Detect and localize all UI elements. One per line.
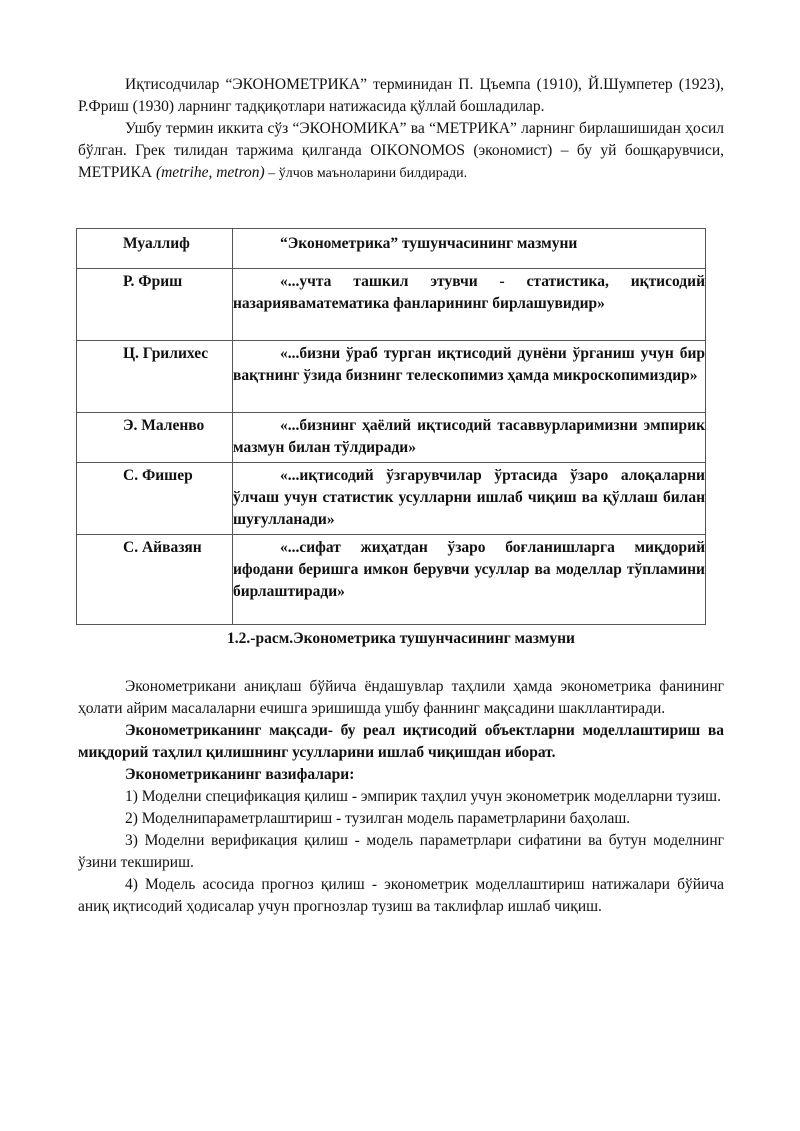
table-row (77, 413, 706, 463)
row-definition-text: «...бизнинг ҳаёлий иқтисодий тасаввурларимизни эмпирик мазмун билан тўлдиради» (233, 417, 705, 456)
row-definition (233, 341, 706, 413)
list-item: 3) Моделни верификация қилиш - модель параметрлари сифатини ва бутун моделнинг ўзини текшириш. (78, 832, 724, 871)
row-definition (233, 269, 706, 341)
row-author: С. Фишер (77, 463, 233, 535)
row-definition-text: «...учта ташкил этувчи - статистика, иқтисодий назариявамaтематика фанларининг бирлашувидир» (233, 273, 705, 312)
definitions-table (76, 228, 706, 625)
body-paragraph-goal: Эконометриканинг мақсади- бу реал иқтисодий объектларни моделлаштириш ва миқдорий таҳлил қилишнинг усулларини ишлаб чиқишдан иборат. (78, 722, 724, 761)
row-author: С. Айвазян (77, 535, 233, 625)
row-definition-text: «...иқтисодий ўзгарувчилар ўртасида ўзаро алоқаларни ўлчаш учун статистик усулларни ишлаб чиқиш ва қўллаш билан шуғулланади» (233, 467, 705, 528)
tasks-heading: Эконометриканинг вазифалари: (125, 766, 355, 783)
intro-paragraph-2-start: Ушбу термин иккита сўз “ЭКОНОМИКА” ва “МЕТРИКА” ларнинг бирлашишидан ҳосил бўлган. Грек тилидан таржима қилганда OIKONOMOS (экономист) – бу уй бошқарувчиси, МЕТРИКА (78, 120, 724, 181)
figure-caption: 1.2.-расм.Эконометрика тушунчасининг мазмуни (227, 630, 575, 647)
list-item: 4) Модель асосида прогноз қилиш - эконометрик моделлаштириш натижалари бўйича аниқ иқтисодий ҳодисалар учун прогнозлар тузиш ва таклифлар ишлаб чиқиш. (78, 876, 724, 915)
tasks-list (78, 786, 724, 918)
header-content-label: “Эконометрика” тушунчасининг мазмуни (280, 235, 578, 252)
table-row (77, 269, 706, 341)
row-definition (233, 535, 706, 625)
intro-paragraph-1: Иқтисодчилар “ЭКОНОМЕТРИКА” терминидан П. Цъемпа (1910), Й.Шумпетер (1923), Р.Фриш (1930) ларнинг тадқиқотлари натижасида қўллай бошладилар. (78, 76, 724, 115)
row-definition-text: «...сифат жиҳатдан ўзаро боғланишларга миқдорий ифодани беришга имкон берувчи усуллар ва моделлар тўпламини бирлаштиради» (233, 539, 705, 600)
row-definition (233, 413, 706, 463)
body-paragraph-approaches: Эконометрикани аниқлаш бўйича ёндашувлар таҳлили ҳамда эконометрика фанининг ҳолати айрим масалаларни ечишга эришишда ушбу фаннинг мақсадини шакллантиради. (78, 678, 724, 717)
list-item: 2) Моделнипараметрлаштириш - тузилган модель параметрларини баҳолаш. (125, 810, 631, 827)
list-item: 1) Моделни спецификация қилиш - эмпирик таҳлил учун эконометрик моделларни тузиш. (125, 788, 721, 805)
intro-paragraph-2 (78, 118, 724, 185)
row-author: Э. Маленво (77, 413, 233, 463)
row-author: Р. Фриш (77, 269, 233, 341)
table-row (77, 535, 706, 625)
intro-section (78, 74, 724, 185)
table-header-row (77, 229, 706, 269)
intro-paragraph-2-end: – ўлчов маъноларини билдиради. (264, 166, 468, 181)
table-row (77, 341, 706, 413)
body-section (78, 676, 724, 918)
header-author-cell: Муаллиф (77, 229, 233, 269)
row-definition-text: «...бизни ўраб турган иқтисодий дунёни ўрганиш учун бир вақтнинг ўзида бизнинг телескопимиз ҳамда микроскопимиздир» (233, 345, 705, 384)
row-definition (233, 463, 706, 535)
row-author: Ц. Грилихес (77, 341, 233, 413)
table-row (77, 463, 706, 535)
intro-paragraph-2-italic: (metrihe, metron) (155, 164, 265, 181)
header-content-cell (233, 229, 706, 269)
